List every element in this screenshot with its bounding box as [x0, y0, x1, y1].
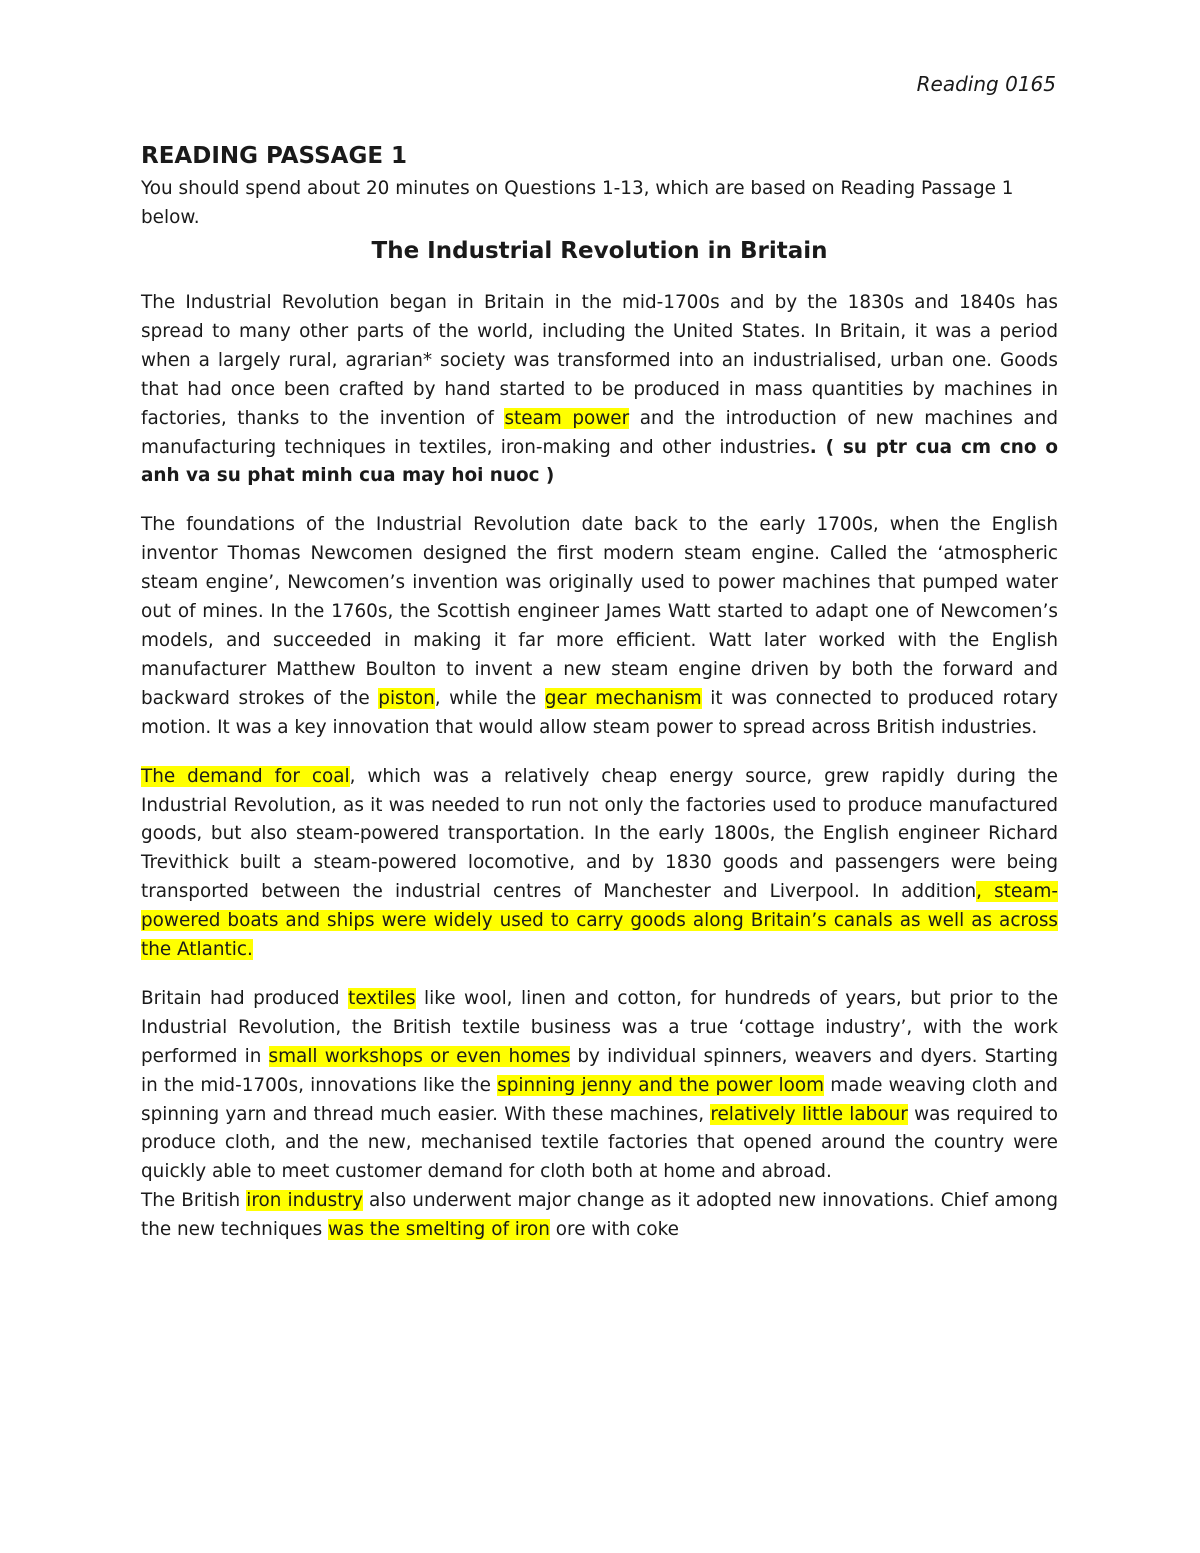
highlighted-text: steam power	[504, 407, 630, 429]
paragraph-2	[141, 511, 1058, 742]
highlighted-text: piston	[378, 687, 435, 709]
highlighted-text: iron industry	[246, 1190, 363, 1212]
paragraph-text: The British	[141, 1190, 247, 1212]
paragraph-text: made weaving cloth and spinning yarn and thread much easier. With these machines,	[141, 1074, 1058, 1125]
paragraph-text: , which was a relatively cheap energy source, grew rapidly during the Industrial Revolution, as it was needed to run not only the factories used to produce manufactured goods, but also steam-powered transportation. In the early 1800s, the English engineer Richard Trevithick built a steam-powered locomotive, and by 1830 goods and passengers were being transported between the industrial centres of Manchester and Liverpool. In addition	[141, 765, 1058, 903]
paragraph-1	[141, 289, 1058, 491]
paragraph-text: also underwent major change as it adopted new innovations. Chief among the new techniques	[141, 1190, 1058, 1241]
paragraph-text: was required to produce cloth, and the new, mechanised textile factories that opened around the country were quickly able to meet customer demand for cloth both at home and abroad.	[141, 1103, 1059, 1183]
highlighted-text: gear mechanism	[544, 687, 702, 709]
highlighted-text: The demand for coal	[141, 765, 350, 787]
paragraph-4	[141, 985, 1058, 1187]
page-header-reference: Reading 0165	[916, 72, 1056, 96]
paragraph-text: Britain had produced	[141, 987, 349, 1009]
highlighted-text: small workshops or even homes	[268, 1045, 571, 1067]
paragraph-text: ore with coke	[549, 1219, 679, 1241]
passage-instructions: You should spend about 20 minutes on Questions 1-13, which are based on Reading Passage 1 below.	[141, 178, 1014, 228]
paragraph-text: by individual spinners, weavers and dyers. Starting in the mid-1700s, innovations like the	[141, 1045, 1058, 1096]
passage-heading: READING PASSAGE 1	[141, 143, 408, 169]
paragraph-3	[141, 763, 1058, 965]
article-title: The Industrial Revolution in Britain	[371, 238, 828, 264]
paragraph-text: like wool, linen and cotton, for hundreds of years, but prior to the Industrial Revolution, the British textile business was a true ‘cottage industry’, with the work performed in	[141, 987, 1059, 1067]
highlighted-text: was the smelting of iron	[328, 1219, 550, 1241]
paragraph-text: it was connected to produced rotary motion. It was a key innovation that would allow steam power to spread across British industries.	[141, 687, 1059, 738]
highlighted-text: spinning jenny and the power loom	[497, 1074, 825, 1096]
paragraph-5	[141, 1187, 1058, 1245]
paragraph-text: , while the	[434, 687, 545, 709]
paragraph-text: The Industrial Revolution began in Britain in the mid-1700s and by the 1830s and 1840s has spread to many other parts of the world, including the United States. In Britain, it was a period when a largely rural, agrarian* society was transformed into an industrialised, urban one. Goods that had once been crafted by hand started to be produced in mass quantities by machines in factories, thanks to the invention of	[141, 292, 1058, 429]
paragraph-text: The foundations of the Industrial Revolution date back to the early 1700s, when the English inventor Thomas Newcomen designed the first modern steam engine. Called the ‘atmospheric steam engine’, Newcomen’s invention was originally used to power machines that pumped water out of mines. In the 1760s, the Scottish engineer James Watt started to adapt one of Newcomen’s models, and succeeded in making it far more efficient. Watt later worked with the English manufacturer Matthew Boulton to invent a new steam engine driven by both the forward and backward strokes of the	[141, 514, 1058, 709]
highlighted-text: textiles	[348, 987, 416, 1009]
highlighted-text: relatively little labour	[710, 1103, 908, 1125]
highlighted-text: , steam-powered boats and ships were widely used to carry goods along Britain’s canals as well as across the Atlantic.	[141, 881, 1058, 961]
handwritten-note-text: . ( su ptr cua cm cno o anh va su phat minh cua may hoi nuoc )	[141, 436, 1058, 487]
document-body	[141, 140, 1058, 1245]
paragraph-text: and the introduction of new machines and manufacturing techniques in textiles, iron-making and other industries	[141, 407, 1059, 458]
